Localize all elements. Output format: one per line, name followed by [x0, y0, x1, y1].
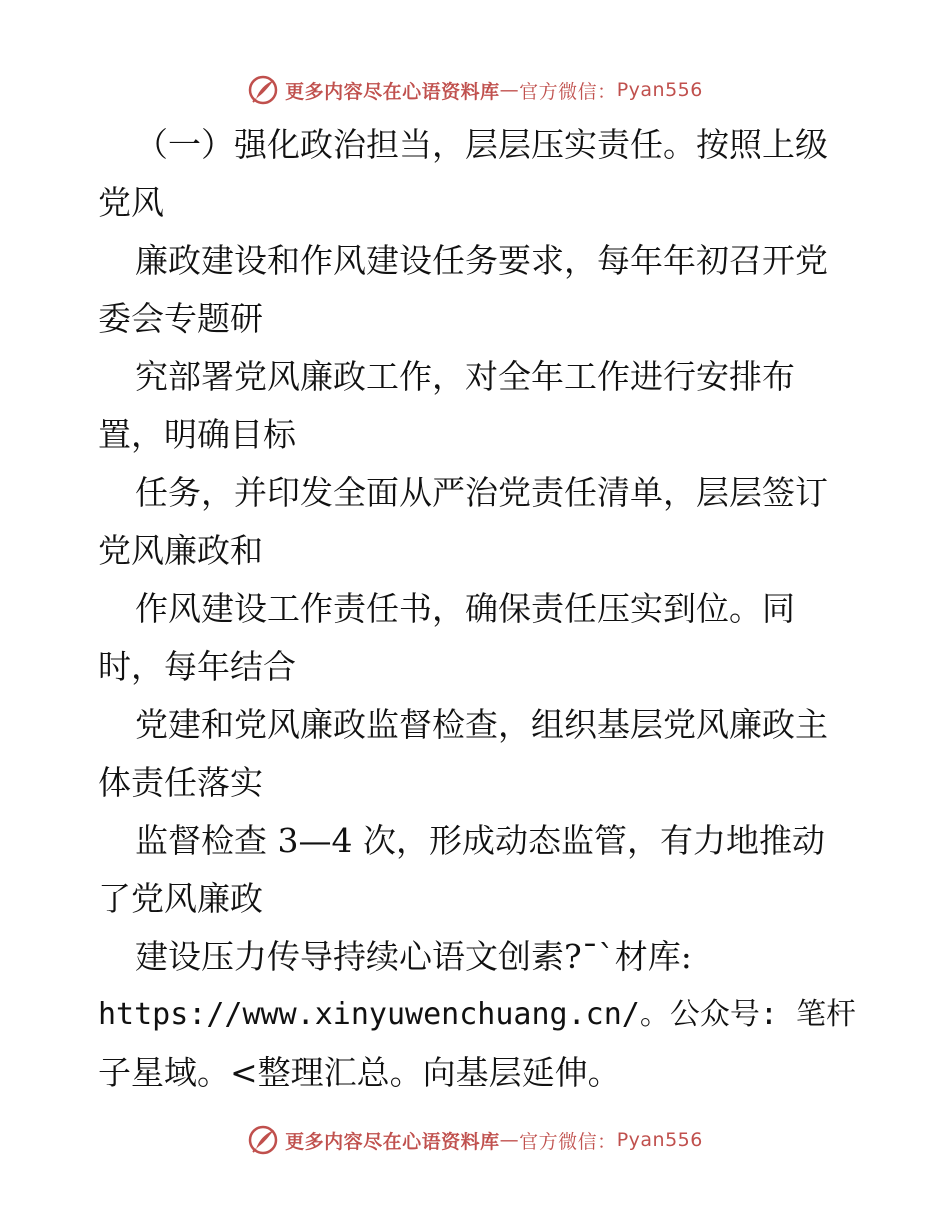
body-line-17: 子星域。<整理汇总。向基层延伸。 [98, 1053, 621, 1092]
banner-separator: — [499, 79, 520, 101]
feather-pen-icon [247, 1124, 279, 1156]
body-line-3: 廉政建设和作风建设任务要求，每年年初召开党 [135, 241, 828, 280]
body-line-11: 党建和党风廉政监督检查，组织基层党风廉政主 [135, 705, 828, 744]
body-line-15: 建设压力传导持续心语文创素?¯`材库: [135, 937, 692, 976]
banner-wechat-label: 官方微信： [519, 80, 617, 103]
body-line-12: 体责任落实 [98, 763, 263, 802]
feather-pen-icon [247, 74, 279, 106]
body-line-5: 究部署党风廉政工作，对全年工作进行安排布 [135, 357, 795, 396]
document-body [98, 116, 858, 1102]
body-line-4: 委会专题研 [98, 299, 263, 338]
body-line-16: https://www.xinyuwenchuang.cn/。公众号: 笔杆 [98, 997, 856, 1032]
footer-watermark-banner [0, 1120, 950, 1160]
body-line-10: 时，每年结合 [98, 647, 296, 686]
banner-wechat-id: Pyan556 [616, 1129, 703, 1151]
banner-brand-text: 更多内容尽在心语资料库 [285, 1130, 500, 1153]
body-line-8: 党风廉政和 [98, 531, 263, 570]
body-line-13: 监督检查 3—4 次，形成动态监管，有力地推动 [135, 821, 825, 860]
body-line-1: （一）强化政治担当，层层压实责任。按照上级 [135, 125, 828, 164]
body-line-14: 了党风廉政 [98, 879, 263, 918]
banner-separator: — [499, 1129, 520, 1151]
banner-brand-text: 更多内容尽在心语资料库 [285, 80, 500, 103]
body-line-7: 任务，并印发全面从严治党责任清单，层层签订 [135, 473, 828, 512]
banner-wechat-label: 官方微信： [519, 1130, 617, 1153]
body-line-2: 党风 [98, 183, 164, 222]
header-watermark-banner [0, 70, 950, 110]
body-line-6: 置，明确目标 [98, 415, 296, 454]
banner-wechat-id: Pyan556 [616, 79, 703, 101]
body-line-9: 作风建设工作责任书，确保责任压实到位。同 [135, 589, 795, 628]
